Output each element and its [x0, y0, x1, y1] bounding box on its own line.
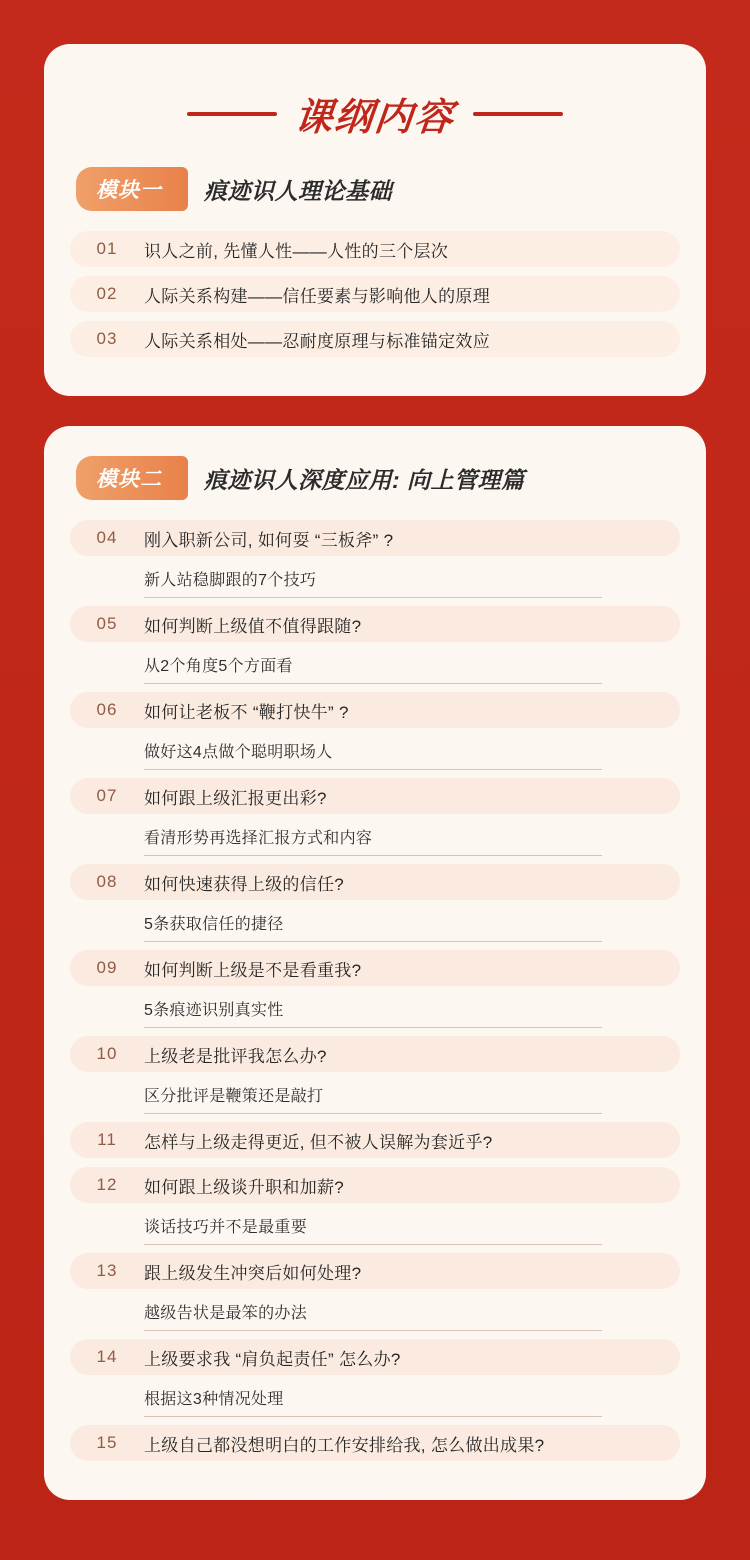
lesson-number: 03: [96, 329, 118, 348]
lesson-subtitle-row: [70, 564, 680, 598]
lesson-number: 07: [96, 786, 118, 805]
lesson-title: 如何快速获得上级的信任?: [144, 874, 345, 894]
lesson-row[interactable]: [70, 321, 680, 357]
lesson-subtitle: 谈话技巧并不是最重要: [144, 1211, 602, 1245]
module-title-1: 痕迹识人理论基础: [204, 177, 392, 204]
lesson-row[interactable]: [70, 1122, 680, 1158]
lesson-subtitle-spacer: [70, 1080, 144, 1114]
lesson-row[interactable]: [70, 950, 680, 986]
module-header-1: [76, 167, 680, 211]
lesson-number: 09: [96, 958, 118, 977]
lesson-subtitle-row: [70, 1211, 680, 1245]
lesson-subtitle: 做好这4点做个聪明职场人: [144, 736, 602, 770]
lesson-number: 14: [96, 1347, 118, 1366]
lesson-row[interactable]: [70, 692, 680, 728]
lesson-subtitle: 从2个角度5个方面看: [144, 650, 602, 684]
lesson-row[interactable]: [70, 231, 680, 267]
lesson-subtitle-spacer: [70, 994, 144, 1028]
lesson-number: 08: [96, 872, 118, 891]
lesson-number: 05: [96, 614, 118, 633]
lesson-subtitle-row: [70, 1383, 680, 1417]
lesson-title: 如何跟上级汇报更出彩?: [144, 788, 327, 808]
lesson-subtitle: 看清形势再选择汇报方式和内容: [144, 822, 602, 856]
lesson-subtitle: 越级告状是最笨的办法: [144, 1297, 602, 1331]
page-title-row: [70, 86, 680, 141]
lesson-subtitle-row: [70, 908, 680, 942]
module-title-2: 痕迹识人深度应用: 向上管理篇: [204, 466, 525, 493]
lesson-subtitle-spacer: [70, 1297, 144, 1331]
module-card-1: [44, 44, 706, 396]
module-card-2: [44, 426, 706, 1500]
lesson-title: 人际关系相处——忍耐度原理与标准锚定效应: [144, 331, 490, 351]
lesson-title: 上级要求我 “肩负起责任” 怎么办?: [144, 1349, 401, 1369]
module-header-2: [76, 456, 680, 500]
lesson-subtitle: 新人站稳脚跟的7个技巧: [144, 564, 602, 598]
lesson-subtitle-row: [70, 650, 680, 684]
module-tag-1: 模块一: [76, 167, 188, 211]
lesson-title: 识人之前, 先懂人性——人性的三个层次: [144, 241, 449, 261]
lesson-title: 如何判断上级是不是看重我?: [144, 960, 362, 980]
lesson-subtitle-row: [70, 822, 680, 856]
lesson-row[interactable]: [70, 520, 680, 556]
lesson-subtitle-spacer: [70, 908, 144, 942]
lesson-title: 跟上级发生冲突后如何处理?: [144, 1263, 362, 1283]
lesson-title: 人际关系构建——信任要素与影响他人的原理: [144, 286, 490, 306]
lesson-row[interactable]: [70, 276, 680, 312]
title-rule-right: [473, 112, 563, 116]
lesson-number: 06: [96, 700, 118, 719]
lesson-number: 04: [96, 528, 118, 547]
lesson-subtitle-row: [70, 736, 680, 770]
lesson-number: 10: [96, 1044, 118, 1063]
lesson-row[interactable]: [70, 778, 680, 814]
lesson-title: 如何跟上级谈升职和加薪?: [144, 1177, 345, 1197]
lesson-row[interactable]: [70, 606, 680, 642]
title-rule-left: [187, 112, 277, 116]
lesson-row[interactable]: [70, 1167, 680, 1203]
lesson-title: 如何判断上级值不值得跟随?: [144, 616, 362, 636]
lesson-number: 15: [96, 1433, 118, 1452]
lesson-subtitle: 5条获取信任的捷径: [144, 908, 602, 942]
lesson-subtitle-row: [70, 1297, 680, 1331]
lesson-subtitle: 区分批评是鞭策还是敲打: [144, 1080, 602, 1114]
lesson-number: 12: [96, 1175, 118, 1194]
lesson-subtitle-row: [70, 994, 680, 1028]
module-tag-2: 模块二: [76, 456, 188, 500]
lesson-subtitle-spacer: [70, 736, 144, 770]
lesson-row[interactable]: [70, 1425, 680, 1461]
page-title: 课纲内容: [292, 97, 457, 139]
lesson-subtitle-spacer: [70, 822, 144, 856]
lesson-subtitle: 根据这3种情况处理: [144, 1383, 602, 1417]
lesson-subtitle-spacer: [70, 1383, 144, 1417]
lesson-row[interactable]: [70, 864, 680, 900]
lesson-subtitle-spacer: [70, 650, 144, 684]
lesson-title: 上级自己都没想明白的工作安排给我, 怎么做出成果?: [144, 1435, 545, 1455]
module-item-list-1: [70, 231, 680, 366]
lesson-title: 刚入职新公司, 如何耍 “三板斧” ?: [144, 530, 394, 550]
lesson-title: 如何让老板不 “鞭打快牛” ?: [144, 702, 349, 722]
module-item-list-2: [70, 520, 680, 1470]
lesson-row[interactable]: [70, 1339, 680, 1375]
lesson-number: 02: [96, 284, 118, 303]
lesson-subtitle-row: [70, 1080, 680, 1114]
lesson-subtitle-spacer: [70, 1211, 144, 1245]
lesson-row[interactable]: [70, 1253, 680, 1289]
lesson-number: 13: [96, 1261, 118, 1280]
lesson-row[interactable]: [70, 1036, 680, 1072]
lesson-subtitle: 5条痕迹识别真实性: [144, 994, 602, 1028]
lesson-subtitle-spacer: [70, 564, 144, 598]
lesson-number: 01: [96, 239, 118, 258]
lesson-number: 11: [97, 1130, 117, 1149]
lesson-title: 上级老是批评我怎么办?: [144, 1046, 327, 1066]
lesson-title: 怎样与上级走得更近, 但不被人误解为套近乎?: [144, 1132, 493, 1152]
